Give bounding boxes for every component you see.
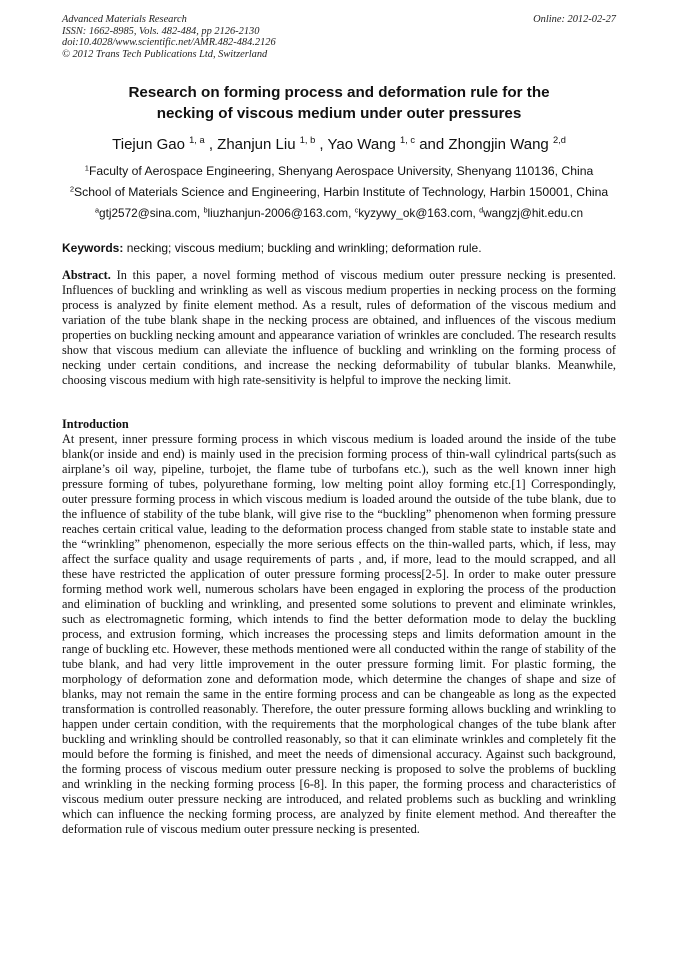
author-affiliation-mark: 1, b — [299, 135, 316, 146]
abstract-text: In this paper, a novel forming method of viscous medium outer pressure necking is presented. Influences of buckling and wrinkling as well as viscous medium properties in necking process on the forming process is analyzed by finite element method. As a result, rules of deformation of the viscous medium and variation of the tube blank shape in the necking process are obtained, and influences of the viscous medium properties on buckling necking amount and appearance variation of wrinkles are concluded. The research results show that viscous medium can alleviate the influence of buckling and wrinkling on the forming process of necking under certain conditions, and increase the necking deformability of tubular blanks. Meanwhile, choosing viscous medium with high rate-sensitivity is helpful to improve the necking limit. — [62, 268, 616, 387]
email-address: kyzywy_ok@163.com, — [358, 206, 480, 220]
section-heading-introduction: Introduction — [62, 417, 129, 431]
email-mark: b — [203, 205, 208, 215]
keywords-label: Keywords: — [62, 241, 124, 255]
email-address: wangzj@hit.edu.cn — [483, 206, 584, 220]
author-name: Zhongjin Wang — [448, 136, 549, 153]
author-affiliation-mark: 1, a — [189, 135, 205, 146]
doi-line: doi:10.4028/www.scientific.net/AMR.482-484.2126 — [62, 37, 276, 49]
journal-header — [62, 14, 616, 60]
affiliation-mark: 2 — [69, 184, 75, 194]
affiliation-text: Faculty of Aerospace Engineering, Shenyang Aerospace University, Shenyang 110136, China — [88, 164, 594, 178]
email-mark: c — [354, 205, 359, 215]
author-separator: , — [319, 136, 328, 153]
author-affiliation-mark: 2,d — [552, 135, 566, 146]
affiliation-text: School of Materials Science and Engineering, Harbin Institute of Technology, Harbin 150001, China — [74, 185, 609, 199]
author-name: Yao Wang — [327, 136, 396, 153]
affiliation-1 — [20, 164, 658, 178]
email-mark: a — [94, 205, 100, 215]
copyright-line: © 2012 Trans Tech Publications Ltd, Switzerland — [62, 48, 268, 60]
title-line-1: Research on forming process and deformation rule for the — [128, 84, 550, 101]
email-mark: d — [479, 205, 484, 215]
introduction-paragraph: At present, inner pressure forming process in which viscous medium is loaded around the inside of the tube blank(or inside and end) is mainly used in the precision forming process of thin-wall cylindrical parts(such as airplane’s oil way, pipeline, turbojet, the flame tube of turbofans etc.), such as the well known inner high pressure forming of tubes, polyurethane forming, low melting point alloy forming etc.[1] Correspondingly, outer pressure forming process in which viscous medium is loaded around the outside of the tube blank, due to the influence of stability of the tube blank, will give rise to the “buckling” phenomenon when forming pressure reaches certain critical value, leading to the deformation process changed from stable state to instable state and the “wrinkling” phenomenon, especially the more serious effects on the thin-walled parts, which, if less, may affect the surface quality and usage requirements of parts , and, if more, lead to the mould scrapped, and all these have restricted the application of outer pressure forming process[2-5]. In order to make outer pressure forming method work well, numerous scholars have been engaged in exploring the process of the production and elimination of buckling and wrinkling, and presented some solutions to prevent and eliminate wrinkles, such as electromagnetic forming, which intends to find the better deformation mode to delay the buckling process, and extrusion forming, which increases the processing steps and limits deformation amount in the range of buckling etc. However, these methods mentioned were all conducted within the range of stability of the tube blank, and had very little improvement in the outer pressure forming limit. For plastic forming, the morphology of deformation zone and deformation mode, which determine the changes of shape and size of blanks, may not remain the same in the entire forming process and can be changeable as long as the expected transformation is controlled reasonably. Therefore, the outer pressure forming allows buckling and wrinkling to happen under certain condition, with the requirements that the morphological changes of the tube blank after buckling and wrinkling should be controlled reasonably, so that it can eliminate wrinkles and completely fit the mould before the forming is finished, and meet the needs of dimensional accuracy. Against such background, the forming process of viscous medium outer pressure necking is proposed to solve the problems of buckling and wrinkling in the necking forming process [6-8]. In this paper, the forming process and characteristics of viscous medium outer pressure necking are introduced, and related problems such as buckling and wrinkling which can influence the necking forming process, are analyzed by finite element method. And thereafter the deformation rule of viscous medium outer pressure necking is presented. — [62, 432, 616, 836]
issn-line: ISSN: 1662-8985, Vols. 482-484, pp 2126-2130 — [62, 25, 260, 37]
email-list — [20, 206, 658, 220]
paper-title — [40, 82, 638, 124]
author-name: Tiejun Gao — [112, 136, 185, 153]
online-date: Online: 2012-02-27 — [533, 14, 616, 25]
author-list — [20, 136, 658, 153]
affiliation-2 — [20, 185, 658, 199]
author-affiliation-mark: 1, c — [400, 135, 416, 146]
email-address: gtj2572@sina.com, — [99, 206, 204, 220]
affiliation-mark: 1 — [84, 163, 89, 173]
journal-name: Advanced Materials Research — [62, 14, 187, 25]
author-conjunction: and — [419, 136, 449, 153]
keywords-text: necking; viscous medium; buckling and wrinkling; deformation rule. — [123, 241, 482, 255]
email-address: liuzhanjun-2006@163.com, — [207, 206, 355, 220]
keywords-line — [62, 241, 616, 255]
author-separator: , — [208, 136, 218, 153]
abstract-paragraph — [62, 268, 616, 388]
author-name: Zhanjun Liu — [217, 136, 296, 153]
abstract-label: Abstract. — [62, 268, 111, 282]
title-line-2: necking of viscous medium under outer pressures — [156, 105, 522, 122]
